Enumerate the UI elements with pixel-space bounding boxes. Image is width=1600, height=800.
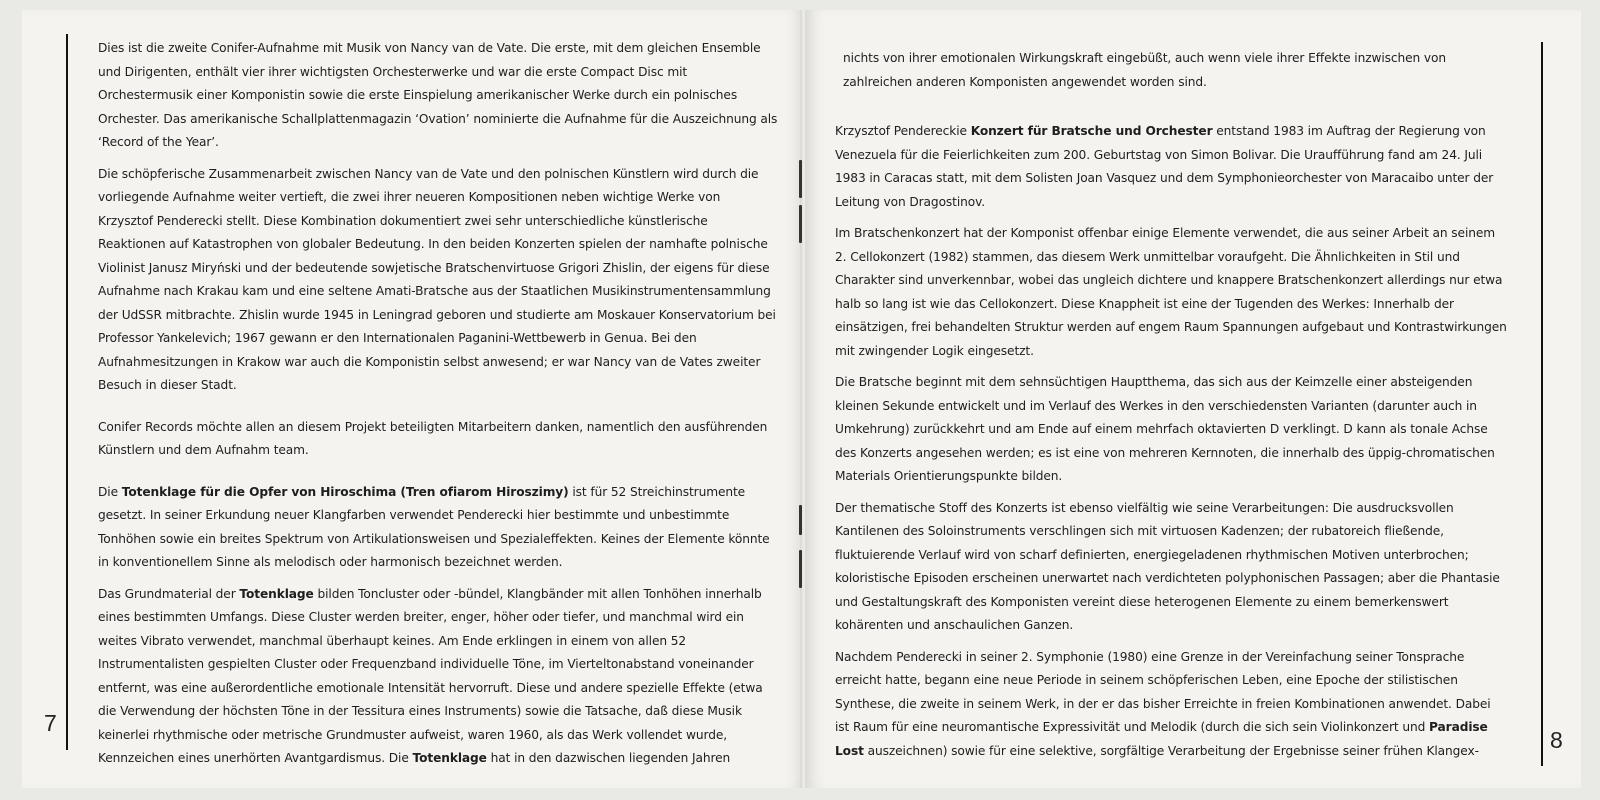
paragraph: Dies ist die zweite Conifer-Aufnahme mit Musik von Nancy van de Vate. Die erste, mit dem gleichen Ensemble und Dirigenten, enthält vier ihrer wichtigsten Orchesterwerke und war die erste Compact Disc mit Orchestermusik einer Komponistin sowie die erste Einspielung amerikanischer Werke durch ein polnisches Orchester. Das amerikanische Schallplattenmagazin ‘Ovation’ nominierte die Aufnahme für die Auszeichnung als ‘Record of the Year’. <box>98 41 778 149</box>
staple <box>799 160 802 198</box>
paragraph: Im Bratschenkonzert hat der Komponist offenbar einige Elemente verwendet, die aus seiner Arbeit an seinem 2. Cellokonzert (1982) stammen, das diesem Werk unmittelbar voraufgeht. Die Ähnlichkeiten in Stil und Charakter sind unverkennbar, wobei das ungleich dichtere und knappere Bratschenkonzert allerdings nur etwa halb so lang ist wie das Cellokonzert. Diese Knappheit ist eine der Tugenden des Werkes: Innerhalb der einsätzigen, frei behandelten Struktur werden auf engem Raum Spannungen aufgebaut und Kontrastwirkungen mit zwingender Logik eingesetzt. <box>835 226 1507 358</box>
staple <box>799 205 802 243</box>
paragraph: Das Grundmaterial der Totenklage bilden Toncluster oder -bündel, Klangbänder mit allen Tonhöhen innerhalb eines bestimmten Umfangs. Diese Cluster werden breiter, enger, höher oder tiefer, und manchmal wird ein weites Vibrato verwendet, manchmal überhaupt keines. Am Ende erklingen in einem von allen 52 Instrumentalisten gespielten Cluster oder Frequenzband individuelle Töne, im Vierteltonabstand voneinander entfernt, was eine außerordentliche emotionale Intensität hervorruft. Diese und andere spezielle Effekte (etwa die Verwendung der höchsten Töne in der Tessitura eines Instruments) sowie die Tatsache, daß diese Musik keinerlei rhythmische oder metrische Grundmuster aufweist, waren 1960, als das Werk vollendet wurde, Kennzeichen eines unerhörten Avantgardismus. Die Totenklage hat in den dazwischen liegenden Jahren <box>98 586 763 765</box>
left-page <box>22 10 805 788</box>
staple <box>799 505 802 535</box>
paragraph: Die Bratsche beginnt mit dem sehnsüchtigen Hauptthema, das sich aus der Keimzelle einer absteigenden kleinen Sekunde entwickelt und im Verlauf des Werkes in den verschiedensten Varianten (darunter auch in Umkehrung) zurückkehrt und am Ende auf einem mehrfach oktavierten D verklingt. D kann als tonale Achse des Konzerts angesehen werden; es ist eine von mehreren Kernnoten, die innerhalb des üppig-chromatischen Materials Orientierungspunkte bilden. <box>835 375 1495 483</box>
right-page <box>805 10 1581 788</box>
paragraph: nichts von ihrer emotionalen Wirkungskraft eingebüßt, auch wenn viele ihrer Effekte inzwischen von zahlreichen anderen Komponisten angewendet worden sind. <box>843 51 1447 89</box>
left-margin-rule <box>66 34 68 750</box>
work-title: Totenklage <box>239 586 314 601</box>
work-title: Paradise Lost <box>835 720 1488 758</box>
work-title: Konzert für Bratsche und Orchester <box>970 124 1213 138</box>
staple <box>799 550 802 588</box>
paragraph: Nachdem Penderecki in seiner 2. Symphonie (1980) eine Grenze in der Vereinfachung seiner Tonsprache erreicht hatte, begann eine neue Periode in seinem schöpferischen Leben, eine Epoche der stilistischen Synthese, die zweite in seinem Werk, in der er das bisher Erreichte in freien Kombinationen anwendet. Dabei ist Raum für eine neuromantische Expressivität und Melodik (durch die sich sein Violinkonzert und Paradise Lost auszeichnen) sowie für eine selektive, sorgfältige Verarbeitung der Ergebnisse seiner frühen Klangex- <box>835 649 1491 758</box>
page-number-right: 8 <box>1550 727 1563 753</box>
right-margin-rule <box>1541 42 1543 766</box>
right-page-text <box>835 47 1507 771</box>
left-page-text <box>98 37 778 779</box>
work-title: Totenklage für die Opfer von Hiroschima (Tren ofiarom Hiroszimy) <box>121 484 569 499</box>
paragraph: Krzysztof Pendereckie Konzert für Bratsche und Orchester entstand 1983 im Auftrag der Regierung von Venezuela für die Feierlichkeiten zum 200. Geburtstag von Simon Bolivar. Die Uraufführung fand am 24. Juli 1983 in Caracas statt, mit dem Solisten Joan Vasquez und dem Symphonieorchester von Maracaibo unter der Leitung von Dragostinov. <box>835 124 1494 209</box>
paragraph: Der thematische Stoff des Konzerts ist ebenso vielfältig wie seine Verarbeitungen: Die ausdrucksvollen Kantilenen des Soloinstruments verschlingen sich mit virtuosen Kadenzen; der rubatoreich fließende, fluktuierende Verlauf wird von scharf definierten, energiegeladenen rhythmischen Motiven unterbrochen; koloristische Episoden erscheinen unerwartet nach verdichteten polyphonischen Passagen; aber die Phantasie und Gestaltungskraft des Komponisten vereint diese heterogenen Elemente zu einem bemerkenswert kohärenten und anschaulichen Ganzen. <box>835 500 1500 632</box>
paragraph: Die schöpferische Zusammenarbeit zwischen Nancy van de Vate und den polnischen Künstlern wird durch die vorliegende Aufnahme weiter vertieft, die zwei ihrer neueren Kompositionen neben wichtige Werke von Krzysztof Penderecki stellt. Diese Kombination dokumentiert zwei sehr unterschiedliche künstlerische Reaktionen auf Katastrophen von globaler Bedeutung. In den beiden Konzerten spielen der namhafte polnische Violinist Janusz Miryński und der bedeutende sowjetische Bratschenvirtuose Grigori Zhislin, der eigens für diese Aufnahme nach Krakau kam und eine seltene Amati-Bratsche aus der Staatlichen Musikinstrumentensammlung der UdSSR mitbrachte. Zhislin wurde 1945 in Leningrad geboren und studierte am Moskauer Konservatorium bei Professor Yankelevich; 1967 gewann er den Internationalen Paganini-Wettbewerb in Genua. Bei den Aufnahmesitzungen in Krakow war auch die Komponistin selbst anwesend; er war Nancy van de Vates zweiter Besuch in dieser Stadt. <box>98 166 776 392</box>
page-number-left: 7 <box>44 710 57 736</box>
paragraph: Die Totenklage für die Opfer von Hiroschima (Tren ofiarom Hiroszimy) ist für 52 Streichinstrumente gesetzt. In seiner Erkundung neuer Klangfarben verwendet Penderecki hier bestimmte und unbestimmte Tonhöhen sowie ein breites Spektrum von Artikulationsweisen und Spezialeffekten. Keines der Elemente könnte in konventionellem Sinne als melodisch oder harmonisch bezeichnet werden. <box>98 484 770 569</box>
paragraph: Conifer Records möchte allen an diesem Projekt beteiligten Mitarbeitern danken, namentlich den ausführenden Künstlern und dem Aufnahm team. <box>98 419 768 457</box>
work-title: Totenklage <box>412 751 487 765</box>
